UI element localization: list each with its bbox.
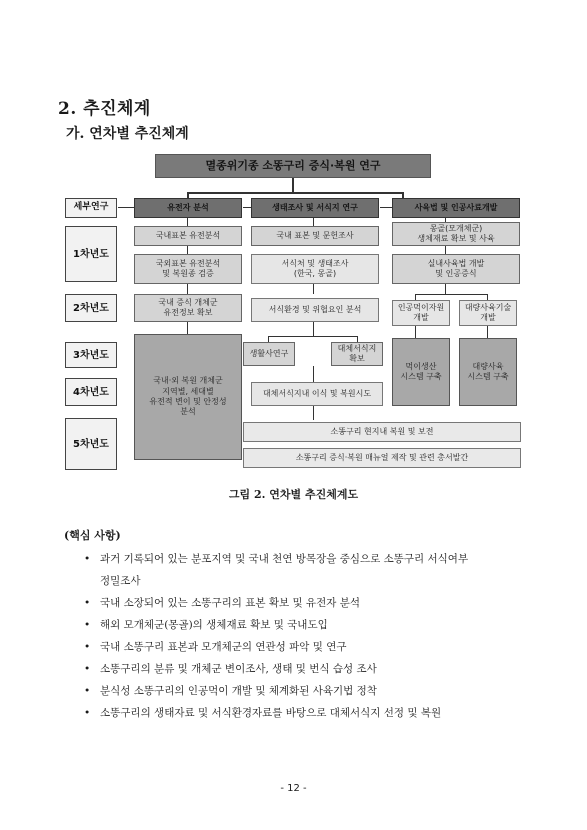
column-header-genetics: 유전자 분석 <box>134 198 242 218</box>
list-item: • 소똥구리의 생태자료 및 서식환경자료를 바탕으로 대체서식지 선정 및 복원 <box>80 702 540 724</box>
year-label-3: 3차년도 <box>65 342 117 368</box>
connector-line <box>187 218 188 226</box>
list-item: • 분식성 소똥구리의 인공먹이 개발 및 체계화된 사육기법 정착 <box>80 680 540 702</box>
cell-domestic-population-genetics: 국내 증식 개체군 유전정보 확보 <box>134 294 242 322</box>
connector-line <box>292 178 294 192</box>
cell-habitat-ecology-survey: 서식처 및 생태조사 (한국, 몽골) <box>251 254 379 284</box>
section-heading: 2. 추진체계 <box>58 99 151 119</box>
cell-mongolia-material: 몽골(모개체군) 생체재료 확보 및 사육 <box>392 222 520 246</box>
cell-transplant-restoration: 대체서식지내 이식 및 복원시도 <box>251 382 383 406</box>
connector-line <box>415 294 488 295</box>
connector-line <box>243 207 251 208</box>
cell-habitat-threat-analysis: 서식환경 및 위협요인 분석 <box>251 298 379 322</box>
bullet-mark: • <box>84 553 91 565</box>
connector-line <box>487 326 488 338</box>
year-label-4: 4차년도 <box>65 378 117 406</box>
org-diagram <box>63 150 523 480</box>
cell-indoor-rearing: 실내사육법 개발 및 인공증식 <box>392 254 520 284</box>
subsection-heading: 가. 연차별 추진체계 <box>66 126 189 142</box>
diagram-title: 멸종위기종 소똥구리 증식·복원 연구 <box>155 154 431 178</box>
cell-artificial-food: 인공먹이자원 개발 <box>392 300 450 326</box>
core-list <box>80 548 540 724</box>
connector-line <box>445 284 446 294</box>
list-item: • 국내 소똥구리 표본과 모개체군의 연관성 파악 및 연구 <box>80 636 540 658</box>
cell-foreign-specimen-genetics: 국외표본 유전분석 및 복원종 검증 <box>134 254 242 284</box>
page-number: - 12 - <box>280 783 307 794</box>
figure-caption: 그림 2. 연차별 추진체계도 <box>228 488 359 501</box>
cell-alternative-habitat: 대체서식지 확보 <box>331 342 383 366</box>
connector-line <box>445 246 446 254</box>
bullet-mark: • <box>84 619 91 631</box>
cell-specimen-literature-survey: 국내 표본 및 문헌조사 <box>251 226 379 246</box>
connector-line <box>268 336 358 337</box>
cell-food-production-system: 먹이생산 시스템 구축 <box>392 338 450 406</box>
bullet-mark: • <box>84 597 91 609</box>
cell-domestic-specimen-genetics: 국내표본 유전분석 <box>134 226 242 246</box>
connector-line <box>187 192 404 194</box>
cell-mass-rearing-system: 대량사육 시스템 구축 <box>459 338 517 406</box>
row-header-label: 세부연구 <box>65 198 117 218</box>
connector-line <box>313 322 314 336</box>
bullet-mark: • <box>84 663 91 675</box>
list-item: • 국내 소장되어 있는 소똥구리의 표본 확보 및 유전자 분석 <box>80 592 540 614</box>
cell-restored-population-analysis: 국내·외 복원 개체군 지역별, 세대별 유전적 변이 및 안정성 분석 <box>134 334 242 460</box>
list-item: • 해외 모개체군(몽골)의 생체재료 확보 및 국내도입 <box>80 614 540 636</box>
core-title: (핵심 사항) <box>64 529 121 542</box>
connector-line <box>187 284 188 294</box>
connector-line <box>380 207 392 208</box>
cell-manual-publication: 소똥구리 증식·복원 매뉴얼 제작 및 관련 총서발간 <box>243 448 521 468</box>
connector-line <box>187 246 188 254</box>
cell-mass-rearing-tech: 대량사육기술 개발 <box>459 300 517 326</box>
year-label-1: 1차년도 <box>65 226 117 282</box>
column-header-ecology: 생태조사 및 서식지 연구 <box>251 198 379 218</box>
list-item: • 과거 기록되어 있는 분포지역 및 국내 천연 방목장을 중심으로 소똥구리 서식여부 정밀조사 <box>80 548 540 592</box>
connector-line <box>313 284 314 294</box>
connector-line <box>313 218 314 226</box>
column-header-rearing: 사육법 및 인공사료개발 <box>392 198 520 218</box>
cell-insitu-restoration: 소똥구리 현지내 복원 및 보전 <box>243 422 521 442</box>
bullet-mark: • <box>84 707 91 719</box>
connector-line <box>313 406 314 420</box>
list-item: • 소똥구리의 분류 및 개체군 변이조사, 생태 및 번식 습성 조사 <box>80 658 540 680</box>
year-label-2: 2차년도 <box>65 294 117 322</box>
cell-life-history: 생활사연구 <box>243 342 295 366</box>
connector-line <box>313 366 314 382</box>
bullet-mark: • <box>84 641 91 653</box>
year-label-5: 5차년도 <box>65 418 117 470</box>
bullet-mark: • <box>84 685 91 697</box>
connector-line <box>415 326 416 338</box>
connector-line <box>187 322 188 334</box>
list-item-continuation: 정밀조사 <box>100 575 141 587</box>
connector-line <box>118 207 134 208</box>
